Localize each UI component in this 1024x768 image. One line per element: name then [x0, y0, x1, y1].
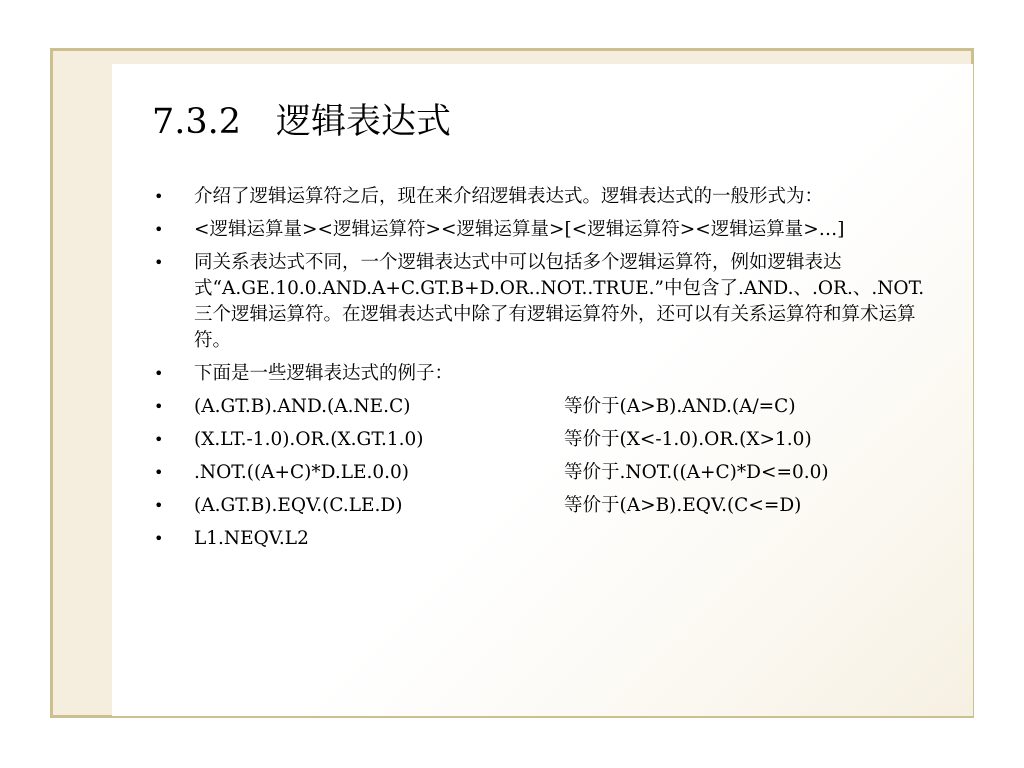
example-equivalent: 等价于.NOT.((A+C)*D<=0.0) — [564, 462, 829, 483]
example-expression: (A.GT.B).EQV.(C.LE.D) — [194, 495, 403, 516]
list-item — [152, 184, 932, 210]
bullet-icon: • — [154, 529, 164, 548]
list-item — [152, 526, 932, 552]
list-item — [152, 394, 932, 420]
example-equivalent: 等价于(A>B).AND.(A/=C) — [564, 396, 796, 417]
paragraph-examples-heading: 下面是一些逻辑表达式的例子： — [194, 363, 454, 384]
bullet-icon: • — [154, 496, 164, 515]
paragraph-explanation: 同关系表达式不同，一个逻辑表达式中可以包括多个逻辑运算符，例如逻辑表达式“A.GE.10.0.AND.A+C.GT.B+D.OR..NOT..TRUE.”中包含了.AND.、.OR.、.NOT.三个逻辑运算符。在逻辑表达式中除了有逻辑运算符外，还可以有关系运算符和算术运算符。 — [194, 252, 925, 351]
example-equivalent: 等价于(X<-1.0).OR.(X>1.0) — [564, 429, 812, 450]
slide-title: 7.3.2 逻辑表达式 — [152, 102, 452, 142]
list-item — [152, 427, 932, 453]
bullet-icon: • — [154, 187, 164, 206]
example-equivalent: 等价于(A>B).EQV.(C<=D) — [564, 495, 802, 516]
list-item — [152, 361, 932, 387]
example-expression: (A.GT.B).AND.(A.NE.C) — [194, 396, 411, 417]
example-last: L1.NEQV.L2 — [194, 528, 309, 549]
list-item — [152, 460, 932, 486]
list-item — [152, 217, 932, 243]
example-expression: (X.LT.-1.0).OR.(X.GT.1.0) — [194, 429, 424, 450]
bullet-icon: • — [154, 364, 164, 383]
example-row — [194, 460, 932, 486]
example-row — [194, 493, 932, 519]
example-row — [194, 427, 932, 453]
list-item — [152, 493, 932, 519]
bullet-list — [152, 184, 932, 559]
bullet-icon: • — [154, 397, 164, 416]
example-expression: .NOT.((A+C)*D.LE.0.0) — [194, 462, 410, 483]
paragraph-syntax: <逻辑运算量><逻辑运算符><逻辑运算量>[<逻辑运算符><逻辑运算量>…] — [194, 219, 845, 240]
paragraph-intro: 介绍了逻辑运算符之后，现在来介绍逻辑表达式。逻辑表达式的一般形式为： — [194, 186, 824, 207]
list-item — [152, 250, 932, 354]
bullet-icon: • — [154, 220, 164, 239]
bullet-icon: • — [154, 430, 164, 449]
example-row — [194, 394, 932, 420]
bullet-icon: • — [154, 463, 164, 482]
bullet-icon: • — [154, 253, 164, 272]
